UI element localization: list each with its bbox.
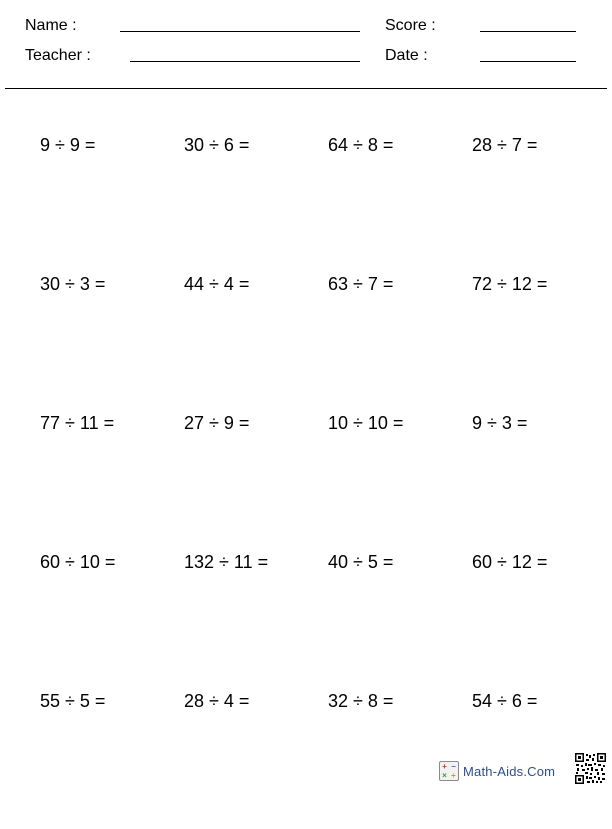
problem-row	[40, 412, 600, 551]
problem: 72 ÷ 12 =	[472, 274, 548, 294]
problem: 64 ÷ 8 =	[328, 135, 394, 155]
problem: 54 ÷ 6 =	[472, 691, 538, 711]
problem: 27 ÷ 9 =	[184, 413, 250, 433]
problem: 63 ÷ 7 =	[328, 274, 394, 294]
problem: 9 ÷ 9 =	[40, 135, 96, 155]
score-field-line[interactable]	[480, 31, 576, 32]
site-name: Math-Aids.Com	[463, 763, 556, 779]
name-label: Name :	[25, 17, 77, 34]
calculator-icon: + − × ÷	[439, 761, 459, 781]
qr-code-icon	[575, 753, 606, 784]
teacher-label: Teacher :	[25, 47, 91, 64]
problem: 60 ÷ 10 =	[40, 552, 116, 572]
problem-grid	[40, 134, 600, 829]
teacher-field-line[interactable]	[130, 61, 360, 62]
site-logo[interactable]	[439, 761, 555, 781]
problem: 30 ÷ 6 =	[184, 135, 250, 155]
problem: 9 ÷ 3 =	[472, 413, 528, 433]
problem: 132 ÷ 11 =	[184, 552, 269, 572]
problem: 55 ÷ 5 =	[40, 691, 106, 711]
problem: 32 ÷ 8 =	[328, 691, 394, 711]
problem: 28 ÷ 4 =	[184, 691, 250, 711]
problem: 44 ÷ 4 =	[184, 274, 250, 294]
header-divider	[5, 88, 607, 89]
problem-row	[40, 273, 600, 412]
problem: 10 ÷ 10 =	[328, 413, 404, 433]
problem-row	[40, 134, 600, 273]
date-label: Date :	[385, 47, 428, 64]
problem-row	[40, 551, 600, 690]
problem-row	[40, 690, 600, 829]
problem: 77 ÷ 11 =	[40, 413, 115, 433]
problem: 40 ÷ 5 =	[328, 552, 394, 572]
name-field-line[interactable]	[120, 31, 360, 32]
problem: 60 ÷ 12 =	[472, 552, 548, 572]
problem: 28 ÷ 7 =	[472, 135, 538, 155]
score-label: Score :	[385, 17, 436, 34]
date-field-line[interactable]	[480, 61, 576, 62]
problem: 30 ÷ 3 =	[40, 274, 106, 294]
